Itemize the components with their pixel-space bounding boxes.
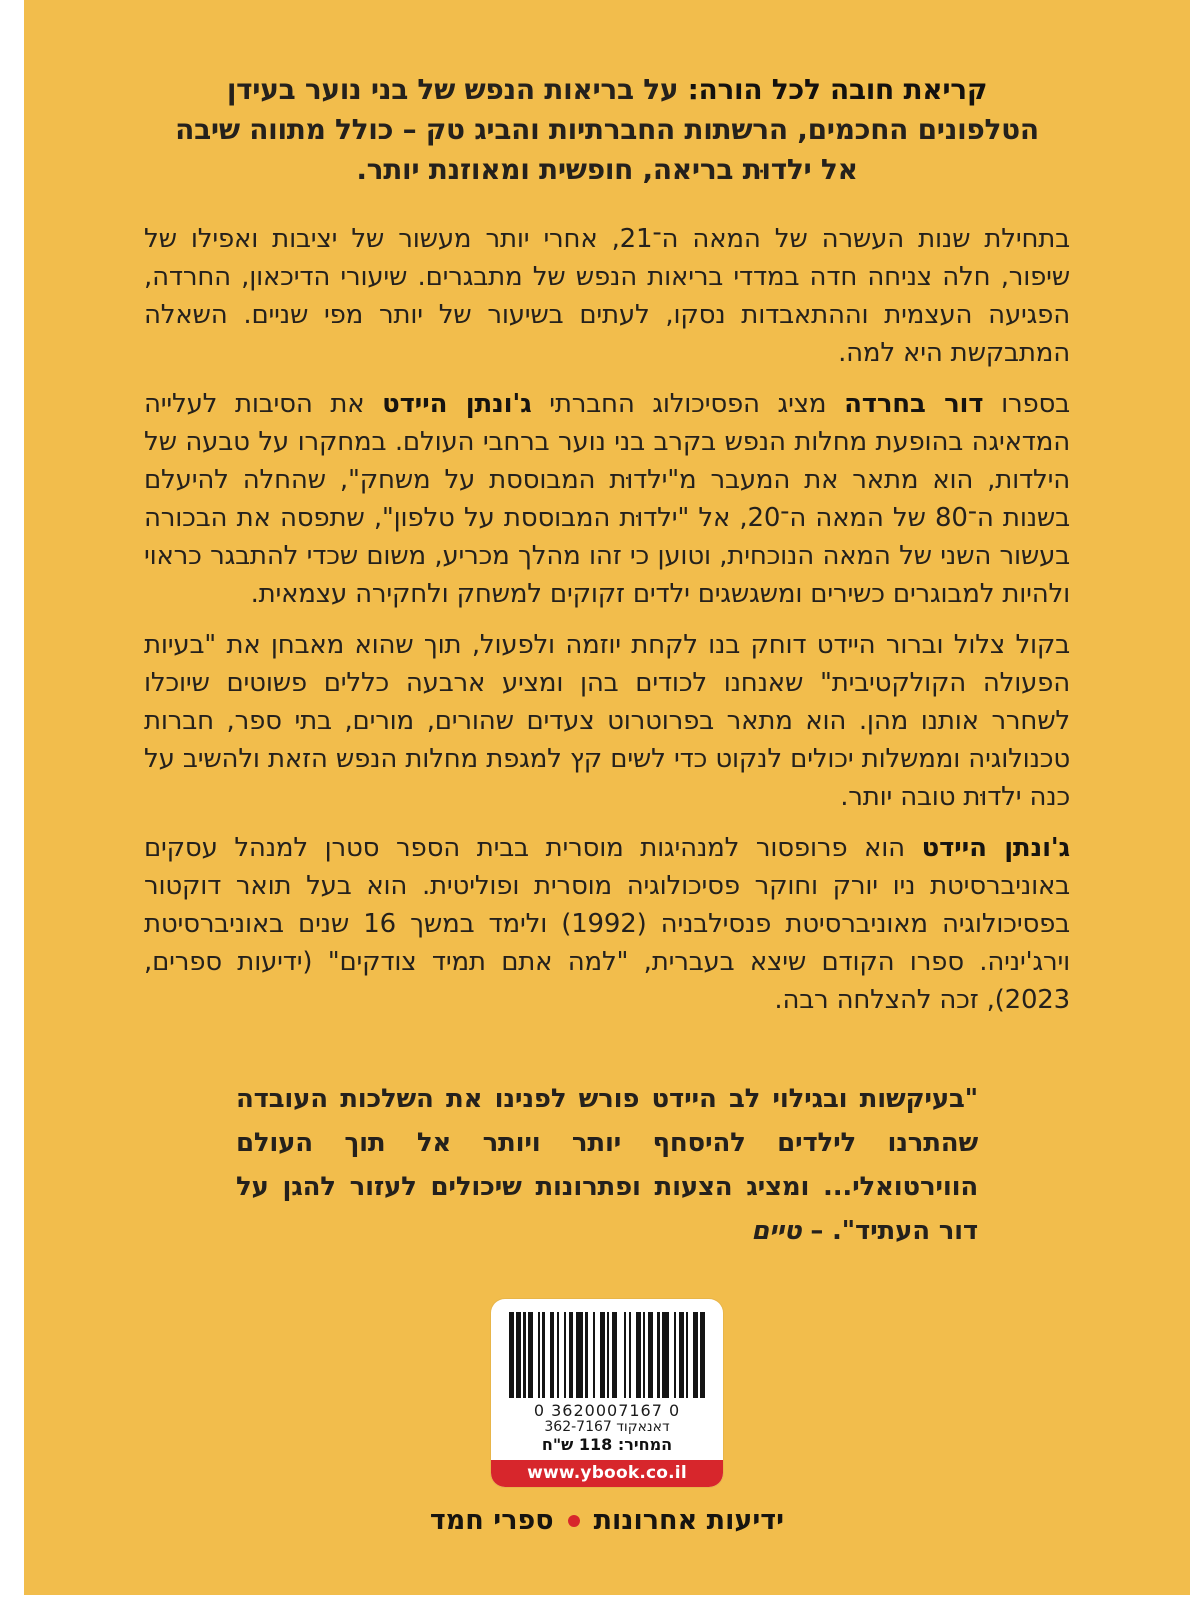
author-bio [144,829,1070,1019]
danacode-label: דאנאקוד [616,1419,670,1435]
press-quote-text: "בעיקשות ובגילוי לב היידט פורש לפנינו את השלכות העובדה שהתרנו לילדים להיסחף יותר ויותר אל תוך העולם הווירטואלי... ומציג הצעות ופתרונות שיכולים לעזור להגן על דור העתיד". – [236,1084,978,1246]
price-line: המחיר: 118 ש"ח [541,1435,673,1454]
danacode-line [544,1419,669,1435]
tagline-lead: קריאת חובה לכל הורה: [687,73,988,106]
author-name: ג'ונתן היידט [382,389,532,419]
press-quote [144,1077,1070,1253]
barcode-label [491,1299,723,1487]
book-back-cover [24,0,1190,1595]
publisher-yedioth-ahronoth: ידיעות אחרונות [593,1505,785,1536]
book-par-after: את הסיבות לעלייה המדאיגה בהופעת מחלות הנפש בקרב בני נוער ברחבי העולם. במחקרו על טבעה של הילדות, הוא מתאר את המעבר מ"ילדוּת המבוססת על משחק", שהחלה להיעלם בשנות ה־80 של המאה ה־20, אל "ילדוּת המבוססת על טלפון", שתפסה את הבכורה בעשור השני של המאה הנוכחית, וטוען כי זהו מהלך מכריע, משום שכדי להתבגר כראוי ולהיות למבוגרים כשירים ומשגשגים ילדים זקוקים למשחק ולחקירה עצמאית. [144,389,1070,609]
bio-author-name: ג'ונתן היידט [921,833,1070,863]
publisher-sifrei-hemed: ספרי חמד [429,1505,554,1536]
book-title: דור בחרדה [844,389,984,419]
barcode-bars-icon [507,1312,707,1398]
book-par-between: מציג הפסיכולוג החברתי [531,389,845,419]
publisher-imprint [144,1503,1070,1539]
tagline-text: על בריאות הנפש של בני נוער בעידן הטלפונים החכמים, הרשתות החברתיות והביג טק – כולל מתווה שיבה אל ילדוּת בריאה, חופשית ומאוזנת יותר. [175,73,1039,186]
tagline [144,70,1070,190]
back-cover-content [144,70,1070,1539]
paragraph-book-description [144,385,1070,613]
paragraph-call-to-action: בקול צלול וברור היידט דוחק בנו לקחת יוזמה ולפעול, תוך שהוא מאבחן את "בעיות הפעולה הקולקטיבית" שאנחנו לכודים בהן ומציע ארבעה כללים פשוטים שיוכלו לשחרר אותנו מהן. הוא מתאר בפרוטרוט צעדים שהורים, מורים, בתי ספר, חברות טכנולוגיה וממשלות יכולים לנקוט כדי לשים קץ למגפת מחלות הנפש הזאת ולהשיב על כנה ילדוּת טובה יותר. [144,630,1070,812]
red-dot-separator-icon [568,1515,580,1527]
press-quote-source: טיים [751,1216,802,1246]
barcode-digits: 0 3620007167 0 [533,1401,681,1420]
danacode-number: 362-7167 [544,1419,612,1435]
publisher-website: www.ybook.co.il [491,1460,723,1487]
paragraph-mental-health-trends: בתחילת שנות העשרה של המאה ה־21, אחרי יותר מעשור של יציבות ואפילו של שיפור, חלה צניחה חדה במדדי בריאות הנפש של מתבגרים. שיעורי הדיכאון, החרדה, הפגיעה העצמית וההתאבדות נסקו, לעתים בשיעור של יותר מפי שניים. השאלה המתבקשת היא למה. [144,224,1070,368]
book-par-before: בספרו [983,389,1070,419]
bio-text: הוא פרופסור למנהיגות מוסרית בבית הספר סטרן למנהל עסקים באוניברסיטת ניו יורק וחוקר פסיכולוגיה מוסרית ופוליטית. הוא בעל תואר דוקטור בפסיכולוגיה מאוניברסיטת פנסילבניה (1992) ולימד במשך 16 שנים באוניברסיטת וירג'יניה. ספרו הקודם שיצא בעברית, "למה אתם תמיד צודקים" (ידיעות ספרים, 2023), זכה להצלחה רבה. [144,833,1070,1015]
